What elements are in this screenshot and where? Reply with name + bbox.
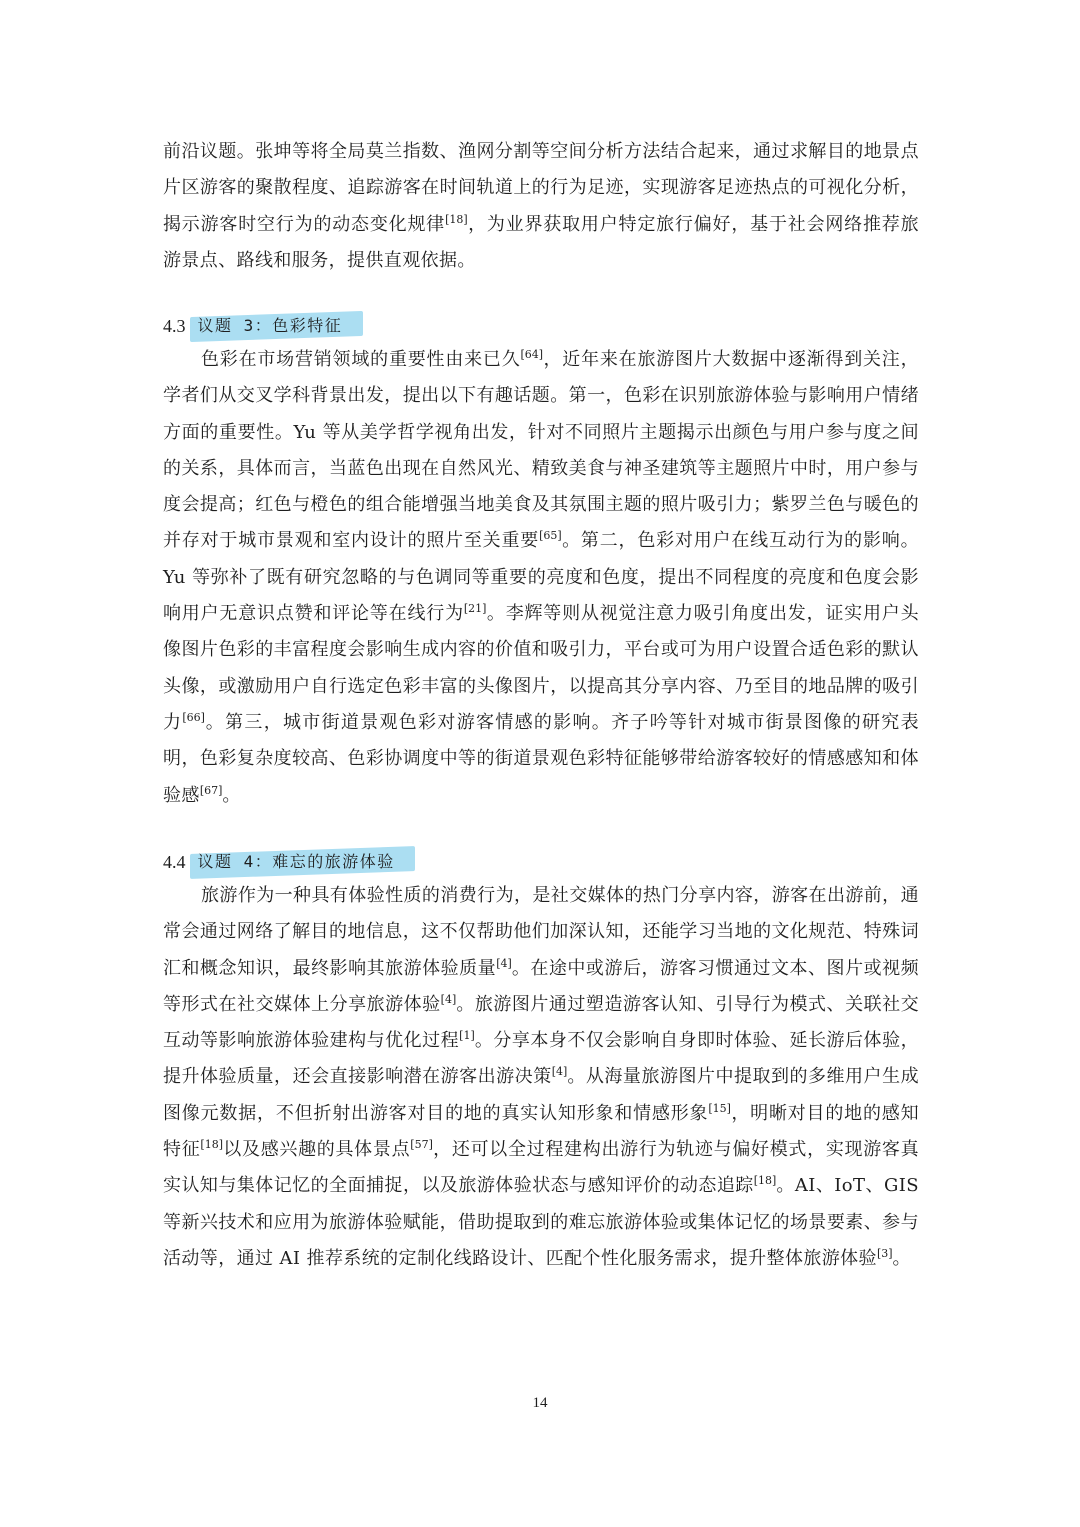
citation: [67] [199,783,223,797]
citation: [18] [445,212,468,226]
section-heading-4-4 [163,847,401,877]
citation: [18] [200,1138,223,1152]
citation: [15] [708,1101,731,1115]
section-heading-4-3 [163,311,348,341]
citation: [4] [496,956,512,970]
citation: [65] [539,529,562,543]
section-number: 4.3 [163,316,186,336]
paragraph-text: 前沿议题。张坤等将全局莫兰指数、渔网分割等空间分析方法结合起来，通过求解目的地景点片区游客的聚散程度、追踪游客在时间轨道上的行为足迹，实现游客足迹热点的可视化分析，揭示游客时空行为的动态变化规律[18]，为业界获取用户特定旅行偏好，基于社会网络推荐旅游景点、路线和服务，提供直观依据。 [163,141,919,271]
paragraph-text: 色彩在市场营销领域的重要性由来已久[64]，近年来在旅游图片大数据中逐渐得到关注，学者们从交叉学科背景出发，提出以下有趣话题。第一，色彩在识别旅游体验与影响用户情绪方面的重要性。Yu 等从美学哲学视角出发，针对不同照片主题揭示出颜色与用户参与度之间的关系，具体而言，当蓝色出现在自然风光、精致美食与神圣建筑等主题照片中时，用户参与度会提高；红色与橙色的组合能增强当地美食及其氛围主题的照片吸引力；紫罗兰色与暖色的并存对于城市景观和室内设计的照片至关重要[65]。第二，色彩对用户在线互动行为的影响。Yu 等弥补了既有研究忽略的与色调同等重要的亮度和色度，提出不同程度的亮度和色度会影响用户无意识点赞和评论等在线行为[21]。李辉等则从视觉注意力吸引角度出发，证实用户头像图片色彩的丰富程度会影响生成内容的价值和吸引力，平台或可为用户设置合适色彩的默认头像，或激励用户自行选定色彩丰富的头像图片，以提高其分享内容、乃至目的地品牌的吸引力[66]。第三，城市街道景观色彩对游客情感的影响。齐子吟等针对城市街景图像的研究表明，色彩复杂度较高、色彩协调度中等的街道景观色彩特征能够带给游客较好的情感感知和体验感[67]。 [163,348,920,806]
citation: [64] [520,348,544,361]
section-4-3-body [163,342,919,814]
citation: [18] [753,1174,777,1188]
section-title: 议题 3：色彩特征 [196,311,349,341]
section-4-4-body [163,878,919,1277]
page-number: 14 [532,1395,548,1411]
paragraph-continued [163,134,919,279]
citation: [66] [182,710,205,724]
citation: [4] [440,992,457,1006]
citation: [3] [876,1246,893,1260]
section-title: 议题 4：难忘的旅游体验 [196,847,401,877]
citation: [21] [463,602,487,616]
section-number: 4.4 [163,852,186,872]
citation: [1] [459,1029,475,1043]
citation: [57] [410,1138,433,1152]
citation: [4] [551,1065,568,1079]
paragraph-text: 旅游作为一种具有体验性质的消费行为，是社交媒体的热门分享内容，游客在出游前，通常会通过网络了解目的地信息，这不仅帮助他们加深认知，还能学习当地的文化规范、特殊词汇和概念知识，最终影响其旅游体验质量[4]。在途中或游后，游客习惯通过文本、图片或视频等形式在社交媒体上分享旅游体验[4]。旅游图片通过塑造游客认知、引导行为模式、关联社交互动等影响旅游体验建构与优化过程[1]。分享本身不仅会影响自身即时体验、延长游后体验，提升体验质量，还会直接影响潜在游客出游决策[4]。从海量旅游图片中提取到的多维用户生成图像元数据，不但折射出游客对目的地的真实认知形象和情感形象[15]，明晰对目的地的感知特征[18]以及感兴趣的具体景点[57]，还可以全过程建构出游行为轨迹与偏好模式，实现游客真实认知与集体记忆的全面捕捉，以及旅游体验状态与感知评价的动态追踪[18]。AI、IoT、GIS 等新兴技术和应用为旅游体验赋能，借助提取到的难忘旅游体验或集体记忆的场景要素、参与活动等，通过 AI 推荐系统的定制化线路设计、匹配个性化服务需求，提升整体旅游体验[3]。 [163,885,920,1269]
